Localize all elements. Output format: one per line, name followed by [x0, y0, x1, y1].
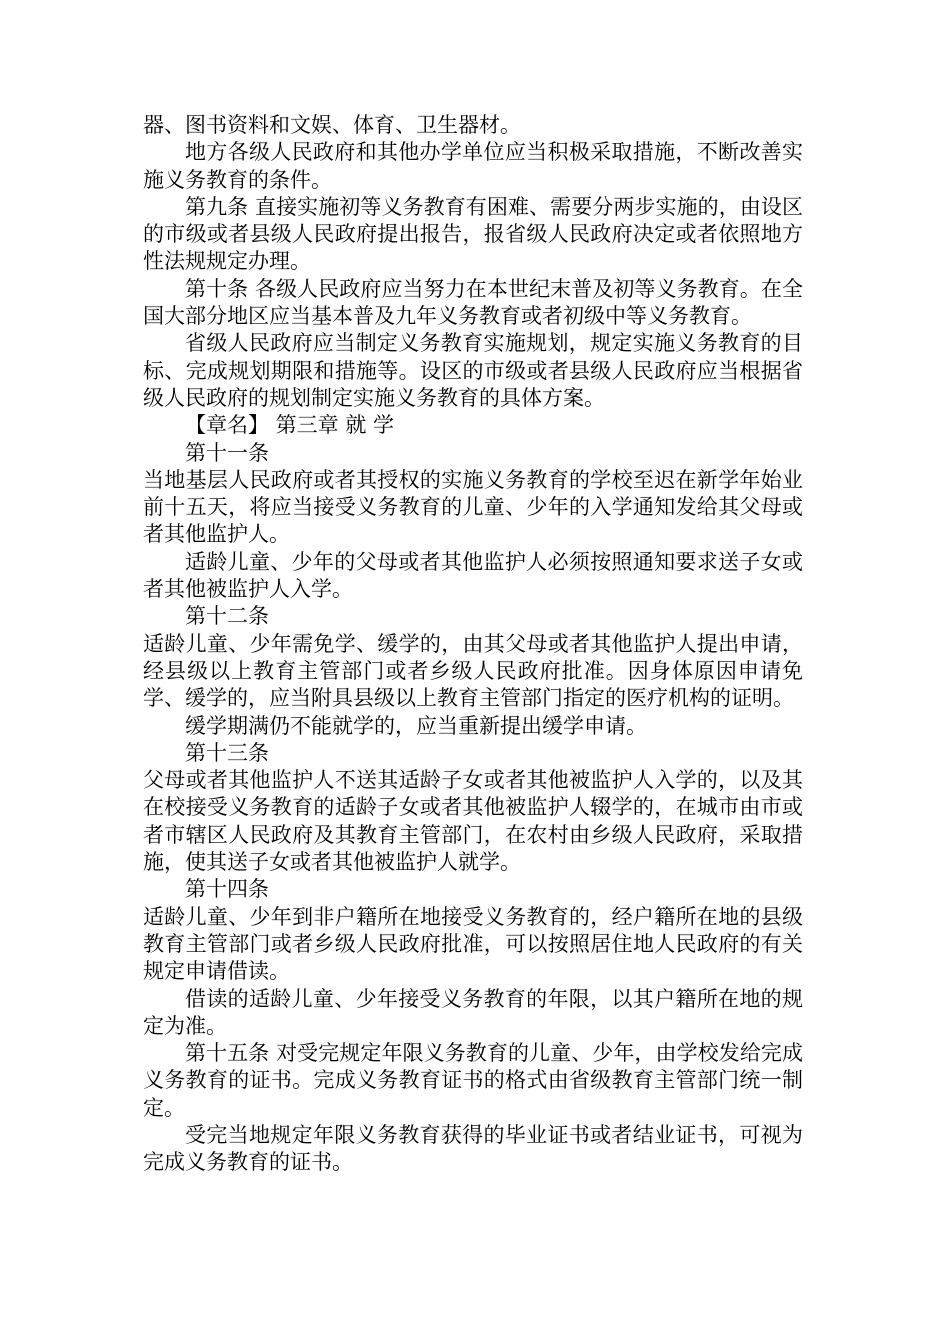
- paragraph: 当地基层人民政府或者其授权的实施义务教育的学校至迟在新学年始业前十五天，将应当接受义务教育的儿童、少年的入学通知发给其父母或者其他监护人。: [143, 467, 803, 547]
- paragraph: 父母或者其他监护人不送其适龄子女或者其他被监护人入学的，以及其在校接受义务教育的适龄子女或者其他被监护人辍学的，在城市由市或者市辖区人民政府及其教育主管部门，在农村由乡级人民政府，采取措施，使其送子女或者其他被监护人就学。: [143, 768, 803, 875]
- document-body: [143, 112, 803, 1177]
- paragraph: 省级人民政府应当制定义务教育实施规划，规定实施义务教育的目标、完成规划期限和措施等。设区的市级或者县级人民政府应当根据省级人民政府的规划制定实施义务教育的具体方案。: [143, 331, 803, 410]
- chapter-heading: 【章名】 第三章 就 学: [185, 413, 395, 438]
- paragraph: 借读的适龄儿童、少年接受义务教育的年限，以其户籍所在地的规定为准。: [143, 986, 803, 1038]
- paragraph: 地方各级人民政府和其他办学单位应当积极采取措施，不断改善实施义务教育的条件。: [143, 140, 803, 192]
- article-11-heading: 第十一条: [185, 440, 269, 465]
- paragraph: 受完当地规定年限义务教育获得的毕业证书或者结业证书，可视为完成义务教育的证书。: [143, 1122, 803, 1175]
- article-15: 第十五条 对受完规定年限义务教育的儿童、少年，由学校发给完成义务教育的证书。完成义务教育证书的格式由省级教育主管部门统一制定。: [143, 1041, 803, 1120]
- paragraph: 器、图书资料和文娱、体育、卫生器材。: [143, 113, 521, 137]
- paragraph: 适龄儿童、少年的父母或者其他监护人必须按照通知要求送子女或者其他被监护人入学。: [143, 549, 803, 602]
- article-9: 第九条 直接实施初等义务教育有困难、需要分两步实施的，由设区的市级或者县级人民政府提出报告，报省级人民政府决定或者依照地方性法规规定办理。: [143, 194, 803, 274]
- paragraph: 适龄儿童、少年需免学、缓学的，由其父母或者其他监护人提出申请，经县级以上教育主管部门或者乡级人民政府批准。因身体原因申请免学、缓学的，应当附具县级以上教育主管部门指定的医疗机构的证明。: [143, 631, 803, 711]
- article-14-heading: 第十四条: [185, 877, 269, 902]
- paragraph: 缓学期满仍不能就学的，应当重新提出缓学申请。: [185, 713, 647, 738]
- paragraph: 适龄儿童、少年到非户籍所在地接受义务教育的，经户籍所在地的县级教育主管部门或者乡级人民政府批准，可以按照居住地人民政府的有关规定申请借读。: [143, 904, 803, 984]
- article-12-heading: 第十二条: [185, 604, 269, 629]
- article-10: 第十条 各级人民政府应当努力在本世纪末普及初等义务教育。在全国大部分地区应当基本普及九年义务教育或者初级中等义务教育。: [143, 276, 803, 329]
- article-13-heading: 第十三条: [185, 740, 269, 765]
